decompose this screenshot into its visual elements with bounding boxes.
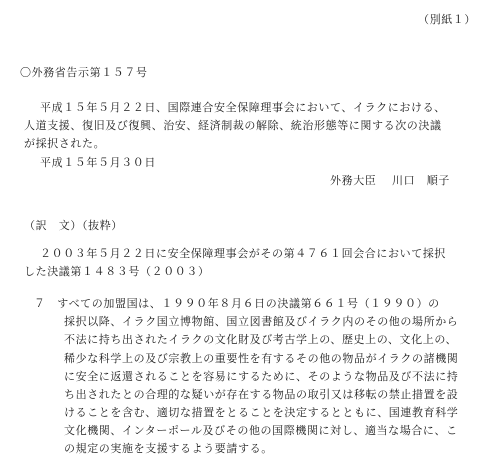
paragraph-line: 不法に持ち出されたイラクの文化財及び考古学上の、歴史上の、文化上の、 (64, 333, 458, 346)
paragraph-line: ち出されたとの合理的な疑いが存在する物品の取引又は移転の禁止措置を設 (64, 388, 459, 401)
paragraph-line: 文化機関、インターポール及びその他の国際機関に対し、適当な場合に、こ (64, 424, 458, 437)
minister-title: 外務大臣 (330, 174, 377, 187)
paragraph-line: ７ すべての加盟国は、１９９０年８月６日の決議第６６１号（１９９０）の (34, 297, 440, 310)
resolution-intro-line: した決議第１４８３号（２００３） (24, 265, 210, 278)
intro-line: が採択された。 (24, 137, 106, 150)
paragraph-line: 採択以降、イラク国立博物館、国立図書館及びイラク内のその他の場所から (64, 315, 459, 328)
attachment-label: （別紙１） (418, 13, 476, 26)
paragraph-line: けることを含む、適切な措置をとることを決定するとともに、国連教育科学 (64, 406, 459, 419)
paragraph-line: の規定の実施を支援するよう要請する。 (64, 442, 273, 455)
minister-name: 川口 順子 (392, 174, 450, 187)
intro-line: 平成１５年５月２２日、国際連合安全保障理事会において、イラクにおける、 (40, 101, 446, 114)
paragraph-line: 稀少な科学上の及び宗教上の重要性を有するその他の物品がイラクの諸機関 (64, 352, 459, 365)
paragraph-line: に安全に返還されることを容易にするために、そのような物品及び不法に持 (64, 370, 459, 383)
notice-number: 〇外務省告示第１５７号 (20, 66, 148, 79)
resolution-intro-line: ２００３年５月２２日に安全保障理事会がその第４７６１回会合において採択 (40, 247, 446, 260)
intro-line: 人道支援、復旧及び復興、治安、経済制裁の解除、統治形態等に関する次の決議 (24, 119, 442, 132)
notice-date: 平成１５年５月３０日 (40, 156, 156, 169)
translation-label: （訳 文）（抜粋） (24, 219, 123, 232)
